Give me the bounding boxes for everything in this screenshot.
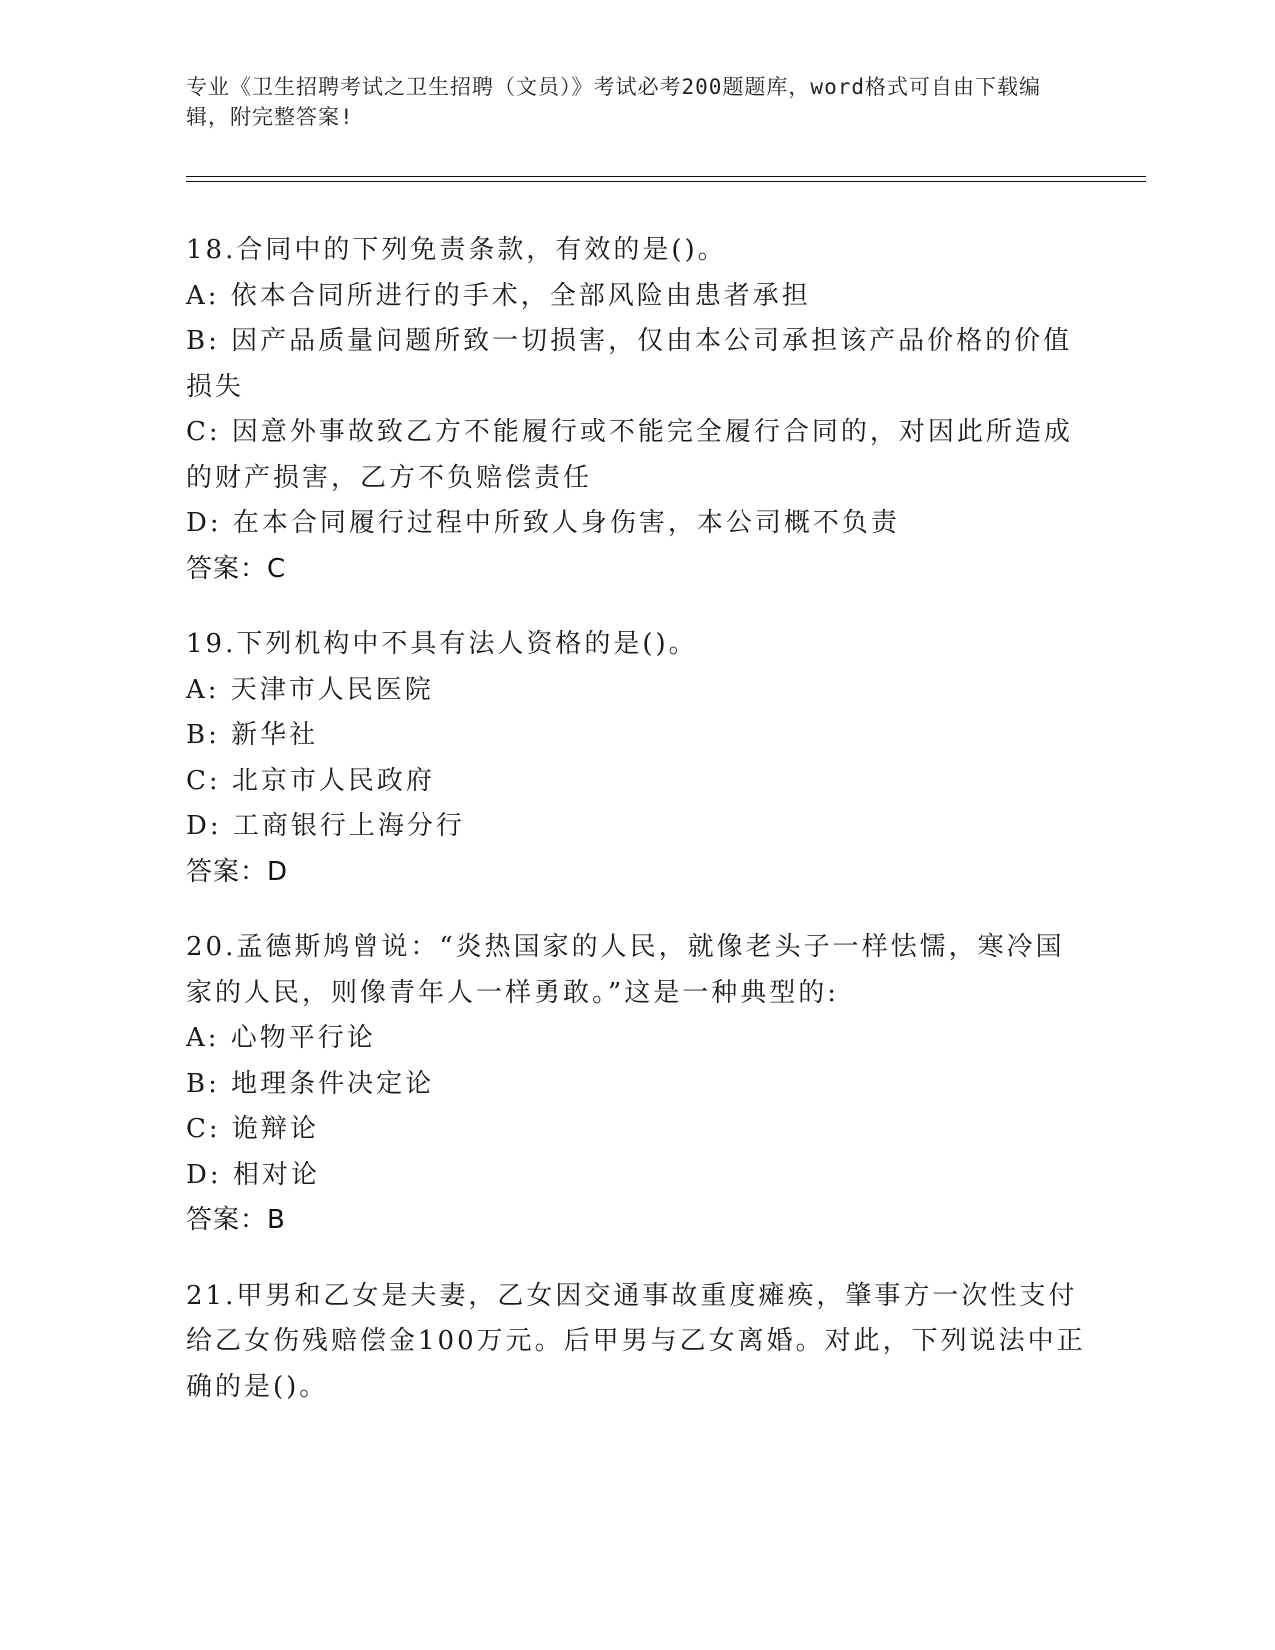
option-c: C: 北京市人民政府 [186, 765, 435, 796]
question-21 [186, 1274, 1086, 1411]
option-a: A: 天津市人民医院 [186, 674, 434, 705]
option-b: B: 地理条件决定论 [186, 1068, 435, 1099]
question-stem: 20.孟德斯鸠曾说：“炎热国家的人民，就像老头子一样怯懦，寒冷国家的人民，则像青年人一样勇敢。”这是一种典型的: [186, 932, 1065, 1008]
document-header: 专业《卫生招聘考试之卫生招聘（文员）》考试必考200题题库，word格式可自由下载编辑，附完整答案! [186, 75, 1041, 129]
option-b: B: 因产品质量问题所致一切损害，仅由本公司承担该产品价格的价值损失 [186, 326, 1073, 402]
question-18 [186, 228, 1086, 592]
answer-line: 答案：D [186, 856, 289, 887]
question-stem: 19.下列机构中不具有法人资格的是()。 [186, 629, 698, 659]
answer-line: 答案：C [186, 553, 287, 584]
option-c: C: 因意外事故致乙方不能履行或不能完全履行合同的，对因此所造成的财产损害，乙方不负赔偿责任 [186, 417, 1073, 493]
question-20 [186, 925, 1086, 1244]
header-divider-top [186, 176, 1146, 177]
option-d: D: 工商银行上海分行 [186, 811, 465, 841]
answer-line: 答案：B [186, 1205, 286, 1235]
option-b: B: 新华社 [186, 720, 319, 750]
option-d: D: 在本合同履行过程中所致人身伤害，本公司概不负责 [186, 508, 900, 538]
question-stem: 18.合同中的下列免责条款，有效的是()。 [186, 235, 727, 265]
option-d: D: 相对论 [186, 1159, 320, 1190]
option-a: A: 心物平行论 [186, 1023, 376, 1053]
option-a: A: 依本合同所进行的手术，全部风险由患者承担 [186, 280, 811, 311]
question-19 [186, 622, 1086, 895]
option-c: C: 诡辩论 [186, 1114, 319, 1144]
header-divider-bottom [186, 181, 1146, 182]
question-list [186, 228, 1086, 1440]
question-stem: 21.甲男和乙女是夫妻，乙女因交通事故重度瘫痪，肇事方一次性支付给乙女伤残赔偿金100万元。后甲男与乙女离婚。对此，下列说法中正确的是()。 [186, 1280, 1086, 1402]
